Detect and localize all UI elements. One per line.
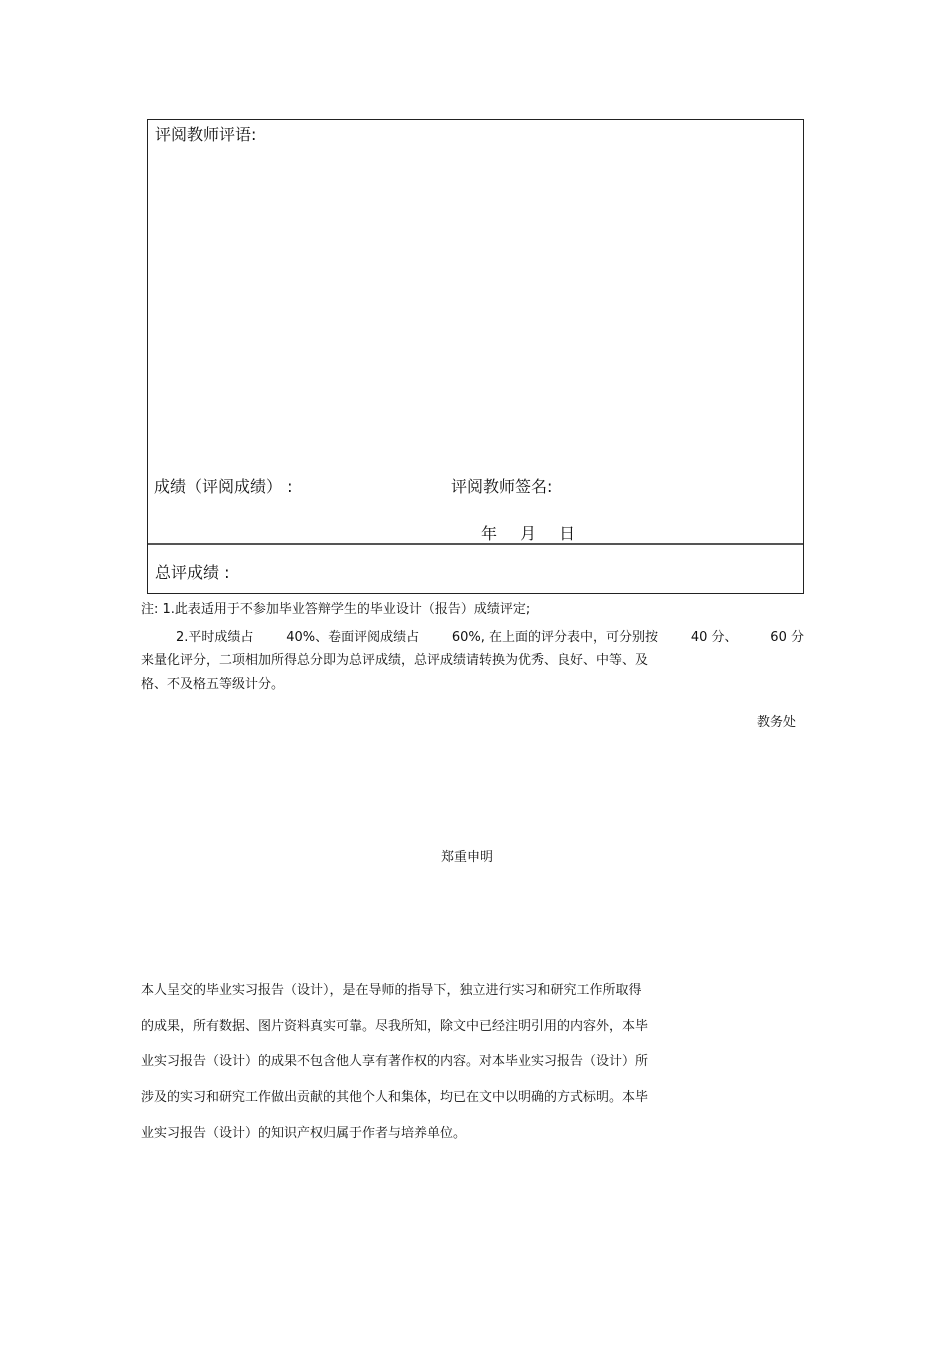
review-comment-label: 评阅教师评语:	[155, 125, 257, 144]
department-signature: 教务处	[757, 715, 797, 730]
declaration-line: 的成果，所有数据、图片资料真实可靠。尽我所知，除文中已经注明引用的内容外，本毕	[141, 1019, 649, 1034]
note-2-part: 40%、卷面评阅成绩占	[286, 630, 420, 645]
note-line-1: 注: 1.此表适用于不参加毕业答辩学生的毕业设计（报告）成绩评定;	[141, 602, 531, 617]
note-2-part: 2.平时成绩占	[176, 630, 254, 645]
note-line-2-end: 格、不及格五等级计分。	[141, 677, 285, 692]
declaration-title: 郑重申明	[441, 850, 494, 865]
note-line-2	[176, 626, 804, 645]
total-score-label: 总评成绩 :	[155, 563, 230, 582]
note-2-part: 60%, 在上面的评分表中，可分别按	[451, 630, 659, 645]
note-2-part: 40 分、	[690, 630, 738, 645]
note-line-2-continued: 来量化评分，二项相加所得总分即为总评成绩，总评成绩请转换为优秀、良好、中等、及	[141, 653, 649, 668]
review-date-line: 年 月 日	[481, 524, 576, 543]
declaration-line: 业实习报告（设计）的知识产权归属于作者与培养单位。	[141, 1126, 467, 1141]
review-comment-cell	[148, 120, 803, 545]
review-table	[147, 119, 804, 594]
review-score-label: 成绩（评阅成绩） :	[154, 477, 293, 496]
declaration-line: 涉及的实习和研究工作做出贡献的其他个人和集体，均已在文中以明确的方式标明。本毕	[141, 1090, 649, 1105]
declaration-line: 本人呈交的毕业实习报告（设计），是在导师的指导下，独立进行实习和研究工作所取得	[141, 983, 642, 998]
declaration-line: 业实习报告（设计）的成果不包含他人享有著作权的内容。对本毕业实习报告（设计）所	[141, 1054, 649, 1069]
reviewer-signature-label: 评阅教师签名:	[451, 477, 553, 496]
note-2-part: 60 分	[770, 630, 804, 645]
